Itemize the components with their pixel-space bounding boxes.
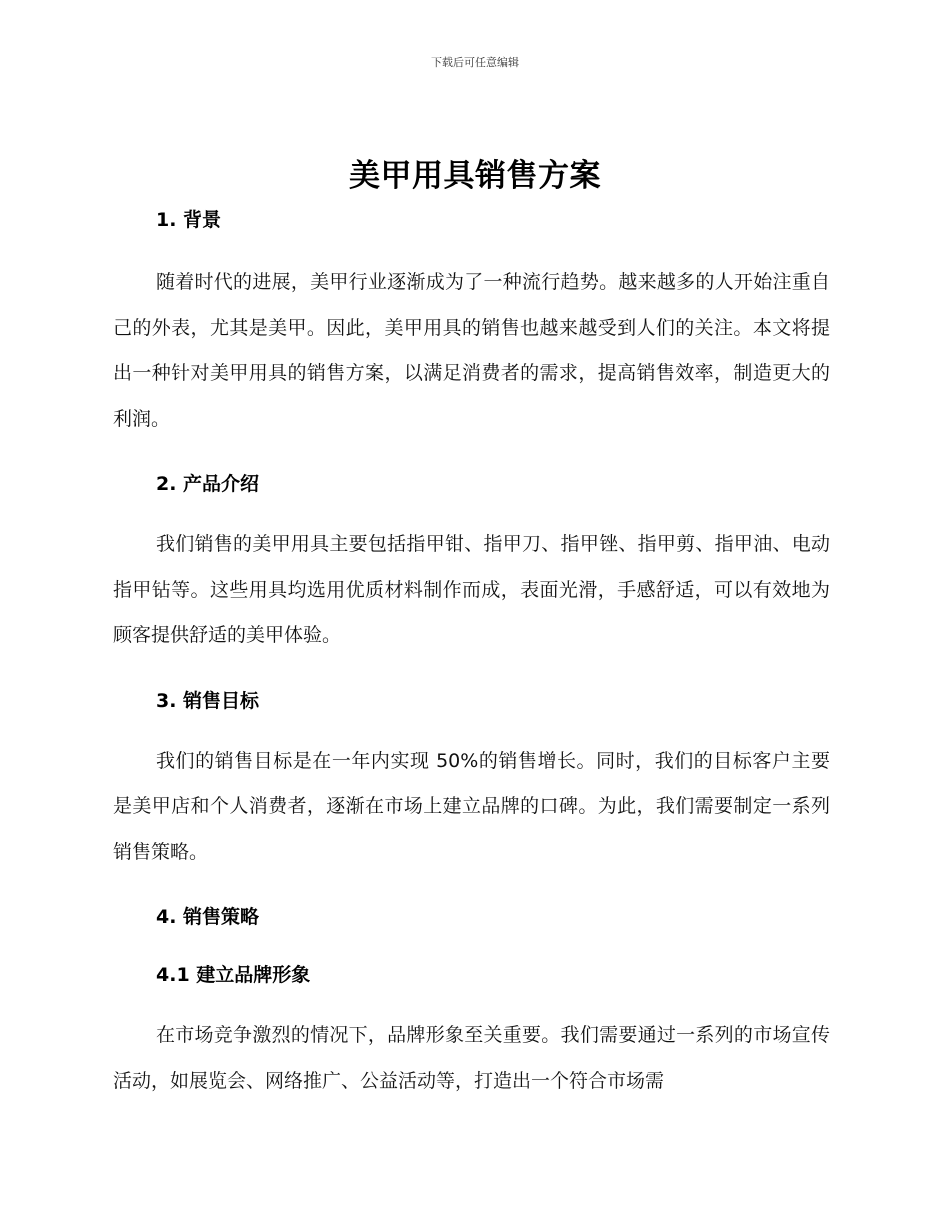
document-title: 美甲用具销售方案 <box>349 158 601 194</box>
section-heading-product-intro: 2. 产品介绍 <box>156 473 260 495</box>
section-heading-brand-image: 4.1 建立品牌形象 <box>156 964 311 986</box>
section-paragraph-sales-goal: 我们的销售目标是在一年内实现 50%的销售增长。同时，我们的目标客户主要是美甲店和个人消费者，逐渐在市场上建立品牌的口碑。为此，我们需要制定一系列销售策略。 <box>113 749 830 863</box>
section-paragraph-brand-image: 在市场竞争激烈的情况下，品牌形象至关重要。我们需要通过一系列的市场宣传活动，如展览会、网络推广、公益活动等，打造出一个符合市场需 <box>113 1024 830 1092</box>
section-heading-sales-strategy: 4. 销售策略 <box>156 906 260 928</box>
section-heading-background: 1. 背景 <box>156 209 222 231</box>
section-paragraph-background: 随着时代的进展，美甲行业逐渐成为了一种流行趋势。越来越多的人开始注重自己的外表，尤其是美甲。因此，美甲用具的销售也越来越受到人们的关注。本文将提出一种针对美甲用具的销售方案，以满足消费者的需求，提高销售效率，制造更大的利润。 <box>113 271 830 430</box>
section-paragraph-product-intro: 我们销售的美甲用具主要包括指甲钳、指甲刀、指甲锉、指甲剪、指甲油、电动指甲钻等。这些用具均选用优质材料制作而成，表面光滑，手感舒适，可以有效地为顾客提供舒适的美甲体验。 <box>113 533 830 646</box>
section-heading-sales-goal: 3. 销售目标 <box>156 689 260 712</box>
header-note: 下载后可任意编辑 <box>431 56 519 69</box>
document-body <box>113 200 830 1104</box>
